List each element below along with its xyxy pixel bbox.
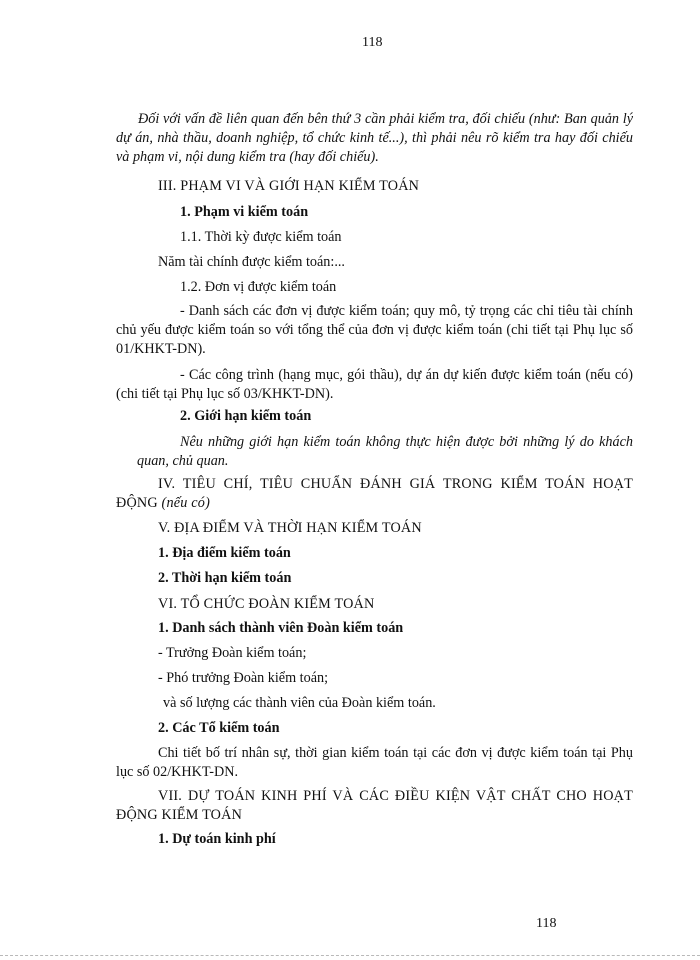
- s3-2-text: Nêu những giới hạn kiểm toán không thực hiện được bởi những lý do khách quan, chủ quan.: [137, 434, 633, 469]
- s6-2-title: 2. Các Tổ kiểm toán: [158, 720, 280, 736]
- s6-1-title: 1. Danh sách thành viên Đoàn kiểm toán: [158, 620, 404, 636]
- s3-2-title: 2. Giới hạn kiểm toán: [180, 408, 312, 424]
- s3-1-title: 1. Phạm vi kiểm toán: [180, 204, 309, 220]
- s5-2-title: 2. Thời hạn kiểm toán: [158, 570, 292, 586]
- s3-1-1-title: 1.1. Thời kỳ được kiểm toán: [180, 229, 342, 245]
- section-4-note: (nếu có): [161, 495, 211, 511]
- s6-1-item-3: và số lượng các thành viên của Đoàn kiểm toán.: [163, 695, 436, 711]
- s6-2-text: Chi tiết bố trí nhân sự, thời gian kiểm toán tại các đơn vị được kiểm toán tại Phụ lục số 02/KHKT-DN.: [116, 745, 633, 780]
- page-break-rule: [0, 955, 700, 956]
- s5-1-title: 1. Địa điểm kiểm toán: [158, 545, 291, 561]
- section-4-title: IV. TIÊU CHÍ, TIÊU CHUẨN ĐÁNH GIÁ TRONG KIỂM TOÁN HOẠT ĐỘNG: [116, 476, 633, 511]
- section-7-title: VII. DỰ TOÁN KINH PHÍ VÀ CÁC ĐIỀU KIỆN VẬT CHẤT CHO HOẠT ĐỘNG KIỂM TOÁN: [116, 788, 633, 823]
- section-3-title: III. PHẠM VI VÀ GIỚI HẠN KIỂM TOÁN: [158, 178, 420, 194]
- header-page-number: 118: [362, 35, 383, 50]
- s3-1-2-title: 1.2. Đơn vị được kiểm toán: [180, 279, 337, 295]
- section-5-title: V. ĐỊA ĐIỂM VÀ THỜI HẠN KIỂM TOÁN: [158, 520, 422, 536]
- section-4-block: [116, 475, 633, 513]
- intro-paragraph: Đối với vấn đề liên quan đến bên thứ 3 cần phải kiểm tra, đối chiếu (như: Ban quản lý dự án, nhà thầu, doanh nghiệp, tổ chức kinh tế...), thì phải nêu rõ kiểm tra hay đối chiếu và phạm vi, nội dung kiểm tra (hay đối chiếu).: [116, 111, 633, 165]
- footer-page-number: 118: [536, 916, 557, 931]
- section-6-title: VI. TỔ CHỨC ĐOÀN KIỂM TOÁN: [158, 596, 375, 612]
- s3-1-1-text: Năm tài chính được kiểm toán:...: [158, 254, 345, 270]
- s6-1-item-1: - Trưởng Đoàn kiểm toán;: [158, 645, 307, 661]
- s7-1-title: 1. Dự toán kinh phí: [158, 831, 276, 847]
- s3-1-2-bullet-2: - Các công trình (hạng mục, gói thầu), dự án dự kiến được kiểm toán (nếu có) (chi tiết tại Phụ lục số 03/KHKT-DN).: [116, 367, 633, 402]
- s6-1-item-2: - Phó trưởng Đoàn kiểm toán;: [158, 670, 329, 686]
- s3-1-2-bullet-1: - Danh sách các đơn vị được kiểm toán; quy mô, tỷ trọng các chỉ tiêu tài chính chủ yếu được kiểm toán so với tổng thể của đơn vị được kiểm toán (chi tiết tại Phụ lục số 01/KHKT-DN).: [116, 303, 633, 357]
